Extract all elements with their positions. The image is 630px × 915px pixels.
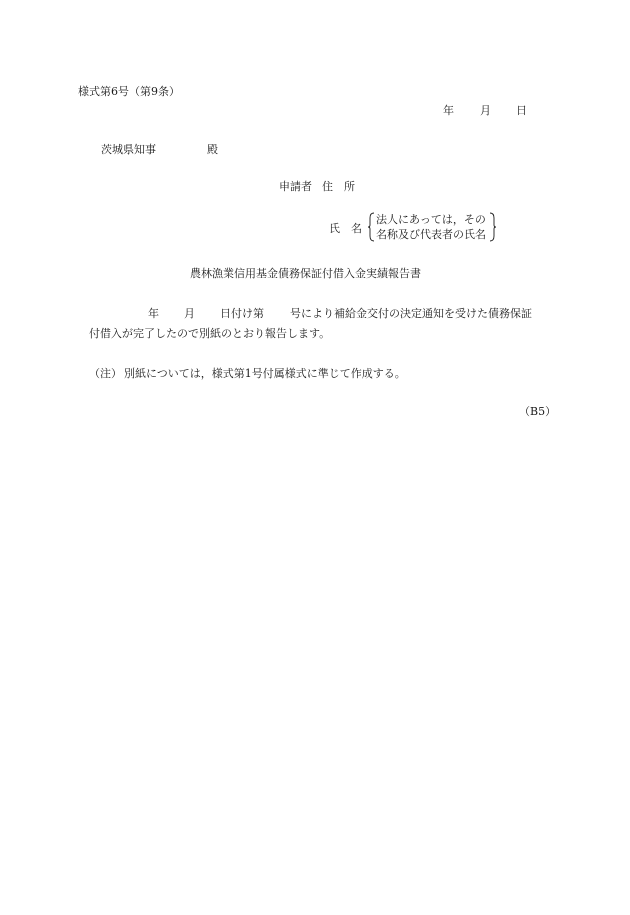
note-text: 別紙については，様式第1号付属様式に準じて作成する。 [124,367,406,380]
form-label: 様式第6号（第9条） [78,85,180,98]
applicant-name-label: 氏 名 [329,222,362,235]
body-day-reference: 日付け第 [220,307,264,320]
addressee-name: 茨城県知事 [101,143,156,156]
body-month-label: 月 [184,307,195,320]
bracket-note-line2: 名称及び代表者の氏名 [376,228,486,241]
date-month-label: 月 [480,104,491,117]
addressee-honorific: 殿 [207,143,218,156]
paper-size-label: （B5） [519,405,557,418]
note-label: （注） [89,367,122,380]
body-line2-text: 付借入が完了したので別紙のとおり報告します。 [89,327,331,340]
date-year-label: 年 [443,104,454,117]
bracket-note-line1: 法人にあっては，その [376,213,486,226]
applicant-address-label: 住 所 [322,180,355,193]
body-line1-text: 号により補給金交付の決定通知を受けた債務保証 [290,307,532,320]
applicant-bracket-note [368,212,496,242]
date-day-label: 日 [516,104,527,117]
document-title: 農林漁業信用基金債務保証付借入金実績報告書 [190,267,421,280]
body-year-label: 年 [148,307,159,320]
applicant-label: 申請者 [279,180,312,193]
